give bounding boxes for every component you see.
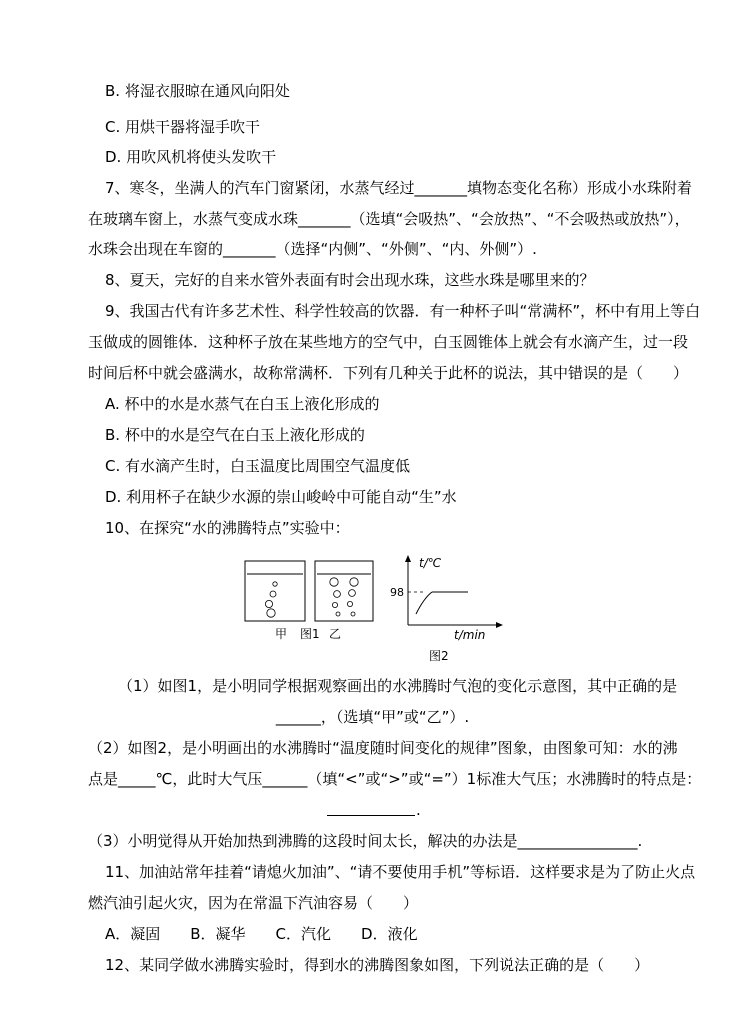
option-d-line: D. 用吹风机将使头发吹干 bbox=[105, 148, 277, 166]
question-9-line-2: 玉做成的圆锥体．这种杯子放在某些地方的空气中，白玉圆锥体上就会有水滴产生，过一段 bbox=[88, 333, 689, 351]
beaker-jia bbox=[245, 561, 305, 621]
question-7-line-2: 在玻璃车窗上，水蒸气变成水珠_______（选填“会吸热”、“会放热”、“不会吸热或放热”）， bbox=[88, 210, 690, 228]
question-10-part-2-line-2: 点是_____℃，此时大气压______（填“<”或“>”或“=”）1标准大气压；水沸腾时的特点是： bbox=[88, 770, 702, 788]
question-9-option-c: C. 有水滴产生时，白玉温度比周围空气温度低 bbox=[105, 457, 411, 475]
question-9-option-d: D. 利用杯子在缺少水源的崇山峻岭中可能自动“生”水 bbox=[105, 488, 457, 506]
question-10-part-2-line-1: （2）如图2，是小明画出的水沸腾时“温度随时间变化的规律”图象，由图象可知：水的沸 bbox=[88, 739, 678, 757]
question-7-line-1: 7、寒冬，坐满人的汽车门窗紧闭，水蒸气经过_______填物态变化名称）形成小水珠附着 bbox=[105, 179, 693, 197]
figure-1-label: 图1 bbox=[300, 627, 320, 641]
question-11-options: A．凝固 B．凝华 C．汽化 D．液化 bbox=[105, 925, 418, 943]
question-10-intro: 10、在探究“水的沸腾特点”实验中： bbox=[105, 519, 350, 537]
question-8: 8、夏天，完好的自来水管外表面有时会出现水珠，这些水珠是哪里来的？ bbox=[105, 271, 595, 289]
option-c-line: C. 用烘干器将湿手吹干 bbox=[105, 118, 261, 136]
beaker-jia-label: 甲 bbox=[275, 627, 288, 641]
question-9-option-a: A. 杯中的水是水蒸气在白玉上液化形成的 bbox=[105, 395, 380, 413]
tick-98-label: 98 bbox=[390, 586, 404, 599]
question-11-line-2: 燃汽油引起火灾，因为在常温下汽油容易（ ） bbox=[88, 894, 419, 912]
answer-blank-line bbox=[327, 815, 415, 816]
question-12: 12、某同学做水沸腾实验时，得到水的沸腾图象如图，下列说法正确的是（ ） bbox=[105, 956, 650, 974]
question-9-line-1: 9、我国古代有许多艺术性、科学性较高的饮器．有一种杯子叫“常满杯”，杯中有用上等白 bbox=[105, 302, 701, 320]
question-9-line-3: 时间后杯中就会盛满水，故称常满杯．下列有几种关于此杯的说法，其中错误的是（ ） bbox=[88, 364, 689, 382]
beaker-yi-label: 乙 bbox=[329, 627, 342, 641]
y-axis-label: t/℃ bbox=[419, 556, 442, 570]
beaker-yi bbox=[315, 561, 373, 621]
question-10-part-1-line-1: （1）如图1，是小明同学根据观察画出的水沸腾时气泡的变化示意图，其中正确的是 bbox=[118, 677, 678, 695]
question-7-line-3: 水珠会出现在车窗的_______（选择“内侧”、“外侧”、“内、外侧”）. bbox=[88, 240, 537, 258]
question-11-line-1: 11、加油站常年挂着“请熄火加油”、“请不要使用手机”等标语．这样要求是为了防止火点 bbox=[105, 863, 696, 881]
question-10-part-1-line-2: ______，（选填“甲”或“乙”）. bbox=[275, 708, 470, 726]
question-10-part-3: （3）小明觉得从开始加热到沸腾的这段时间太长，解决的办法是________________. bbox=[88, 832, 643, 850]
figure-2-label: 图2 bbox=[429, 649, 449, 663]
x-axis-label: t/min bbox=[454, 628, 486, 642]
answer-blank-period: . bbox=[416, 801, 421, 819]
question-9-option-b: B. 杯中的水是空气在白玉上液化形成的 bbox=[105, 426, 365, 444]
option-b-line: B. 将湿衣服晾在通风向阳处 bbox=[105, 82, 290, 100]
boiling-experiment-figure bbox=[236, 552, 506, 667]
